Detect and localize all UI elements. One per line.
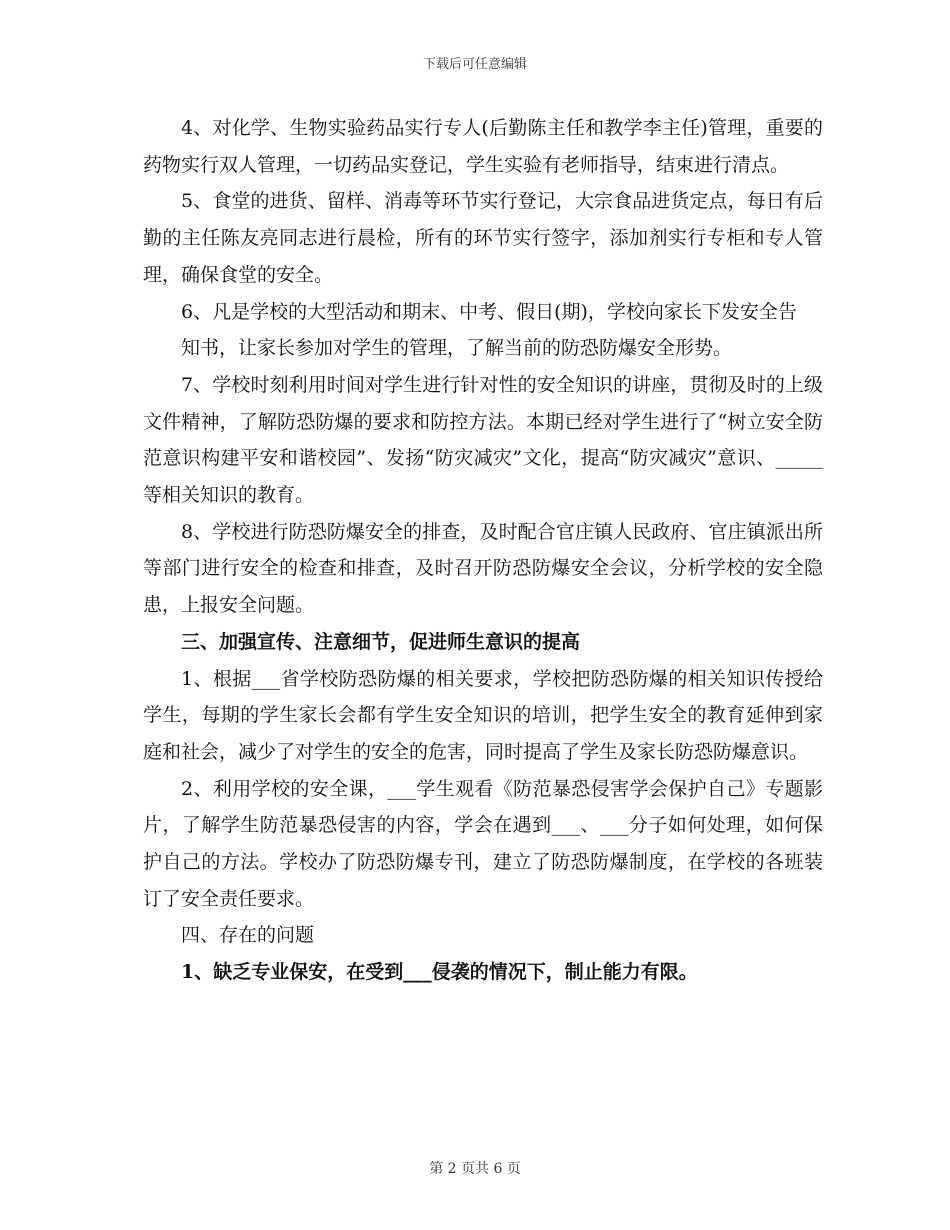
page-footer: 第 2 页共 6 页 xyxy=(429,1161,521,1177)
paragraph-section3-item-1: 1、根据___省学校防恐防爆的相关要求，学校把防恐防爆的相关知识传授给学生，每期的学生家长会都有学生安全知识的培训，把学生安全的教育延伸到家庭和社会，减少了对学生的安全的危害，同时提高了学生及家长防恐防爆意识。 xyxy=(143,667,823,763)
document-body xyxy=(143,110,823,991)
page-header: 下载后可任意编辑 xyxy=(422,57,527,72)
paragraph-item-6-continued: 知书，让家长参加对学生的管理，了解当前的防恐防爆安全形势。 xyxy=(181,337,733,360)
section-heading-4: 四、存在的问题 xyxy=(181,924,315,947)
section-heading-3: 三、加强宣传、注意细节，促进师生意识的提高 xyxy=(181,630,581,653)
paragraph-item-7: 7、学校时刻利用时间对学生进行针对性的安全知识的讲座，贯彻及时的上级文件精神，了解防恐防爆的要求和防控方法。本期已经对学生进行了“树立安全防范意识构建平安和谐校园”、发扬“防灾减灾”文化，提高“防灾减灾”意识、_____等相关知识的教育。 xyxy=(143,373,823,507)
paragraph-item-8: 8、学校进行防恐防爆安全的排查，及时配合官庄镇人民政府、官庄镇派出所等部门进行安全的检查和排查，及时召开防恐防爆安全会议，分析学校的安全隐患，上报安全问题。 xyxy=(143,520,823,617)
paragraph-section4-item-1: 1、缺乏专业保安，在受到___侵袭的情况下，制止能力有限。 xyxy=(181,961,698,984)
paragraph-section3-item-2: 2、利用学校的安全课，___学生观看《防范暴恐侵害学会保护自己》专题影片，了解学生防范暴恐侵害的内容，学会在遇到___、___分子如何处理，如何保护自己的方法。学校办了防恐防爆专刊，建立了防恐防爆制度，在学校的各班装订了安全责任要求。 xyxy=(143,777,823,910)
paragraph-item-6: 6、凡是学校的大型活动和期末、中考、假日(期)，学校向家长下发安全告 xyxy=(181,300,797,323)
paragraph-item-4: 4、对化学、生物实验药品实行专人(后勤陈主任和教学李主任)管理，重要的药物实行双人管理，一切药品实登记，学生实验有老师指导，结束进行清点。 xyxy=(143,117,823,176)
paragraph-item-5: 5、食堂的进货、留样、消毒等环节实行登记，大宗食品进货定点，每日有后勤的主任陈友亮同志进行晨检，所有的环节实行签字，添加剂实行专柜和专人管理，确保食堂的安全。 xyxy=(143,190,823,286)
